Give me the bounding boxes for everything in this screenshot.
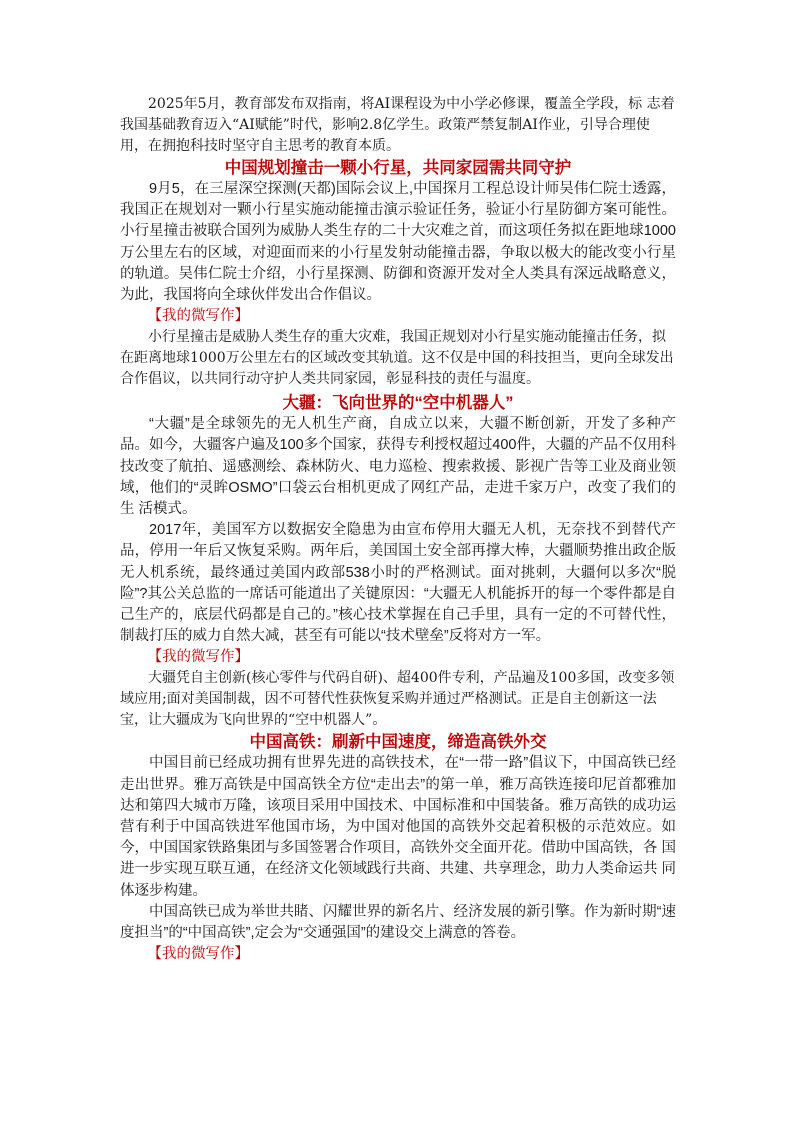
section3-heading: 中国高铁：刷新中国速度，缔造高铁外交 (249, 733, 547, 752)
section1-heading: 中国规划撞击一颗小行星，共同家园需共同守护 (224, 159, 572, 177)
intro-paragraph: 2025年5月，教育部发布双指南，将AI课程设为中小学必修课，覆盖全学段，标 志着我国基础教育迈入“AI赋能”时代，影响2.8亿学生。政策严禁复制AI作业，引导合理使用，在拥抱科技时坚守自主思考的教育本质。 (120, 96, 675, 154)
section2-micro-writing: 大疆凭自主创新(核心零件与代码自研)、超400件专利，产品遍及100多国，改变多领域应用;面对美国制裁，因不可替代性获恢复采购并通过严格测试。正是自主创新这一法宝，让大疆成为飞向世界的“空中机器人”。 (120, 670, 675, 729)
section2-paragraph-1: “大疆”是全球领先的无人机生产商，自成立以来，大疆不断创新，开发了多种产品。如今，大疆客户遍及100多个国家，获得专利授权超过400件，大疆的产品不仅用科技改变了航拍、遥感测绘、森林防火、电力巡检、搜索救援、影视广告等工业及商业领域，他们的“灵眸OSMO”口袋云台相机更成了网红产品，走进千家万户，改变了我们的生 活模式。 (120, 416, 676, 518)
section1-micro-writing: 小行星撞击是威胁人类生存的重大灾难，我国正规划对小行星实施动能撞击任务，拟在距离地球1000万公里左右的区域改变其轨道。这不仅是中国的科技担当，更向全球发出合作倡议，以共同行动守护人类共同家园，彰显科技的责任与温度。 (120, 329, 674, 388)
section3-micro-writing-tag: 【我的微写作】 (147, 946, 250, 963)
section1-micro-writing-tag: 【我的微写作】 (147, 308, 250, 325)
section3-paragraph-2: 中国高铁已成为举世共睹、闪耀世界的新名片、经济发展的新引擎。作为新时期“速度担当”的“中国高铁”,定会为“交通强国”的建设交上满意的答卷。 (120, 903, 676, 942)
section1-paragraph: 9月5，在三屋深空探测(天都)国际会议上,中国探月工程总设计师吴伟仁院士透露，我国正在规划对一颗小行星实施动能撞击演示验证任务，验证小行星防御方案可能性。小行星撞击被联合国列为威胁人类生存的二十大灾难之首，而这项任务拟在距地球1000万公里左右的区域，对迎面而来的小行星发射动能撞击器，争取以极大的能改变小行星的轨道。吴伟仁院士介绍，小行星探测、防御和资源开发对全人类具有深远战略意义，为此，我国将向全球伙伴发出合作倡议。 (120, 181, 676, 304)
document-page (120, 94, 676, 965)
section3-paragraph-1: 中国目前已经成功拥有世界先进的高铁技术，在“一带一路”倡议下，中国高铁已经走出世界。雅万高铁是中国高铁全方位“走出去”的第一单，雅万高铁连接印尼首都雅加达和第四大城市万隆，该项目采用中国技术、中国标准和中国装备。雅万高铁的成功运营有利于中国高铁进军他国市场，为中国对他国的高铁外交起着积极的示范效应。如今，中国国家铁路集团与多国签署合作项目，高铁外交全面开花。借助中国高铁，各 国进一步实现互联互通，在经济文化领域践行共商、共建、共享理念，助力人类命运共 同体逐步构建。 (120, 755, 676, 899)
section2-paragraph-2: 2017年，美国军方以数据安全隐患为由宣布停用大疆无人机，无奈找不到替代产品，停用一年后又恢复采购。两年后，美国国土安全部再撑大棒，大疆顺势推出政企版无人机系统，最终通过美国内政部538小时的严格测试。面对挑刺，大疆何以多次“脱险”?其公关总监的一席话可能道出了关键原因：“大疆无人机能拆开的每一个零件都是自己生产的，底层代码都是自己的。”核心技术掌握在自己手里，具有一定的不可替代性，制裁打压的威力自然大减，甚至有可能以“技术壁垒”反将对方一军。 (120, 522, 676, 645)
section2-heading: 大疆：飞向世界的“空中机器人” (282, 394, 514, 413)
section2-micro-writing-tag: 【我的微写作】 (147, 649, 250, 666)
